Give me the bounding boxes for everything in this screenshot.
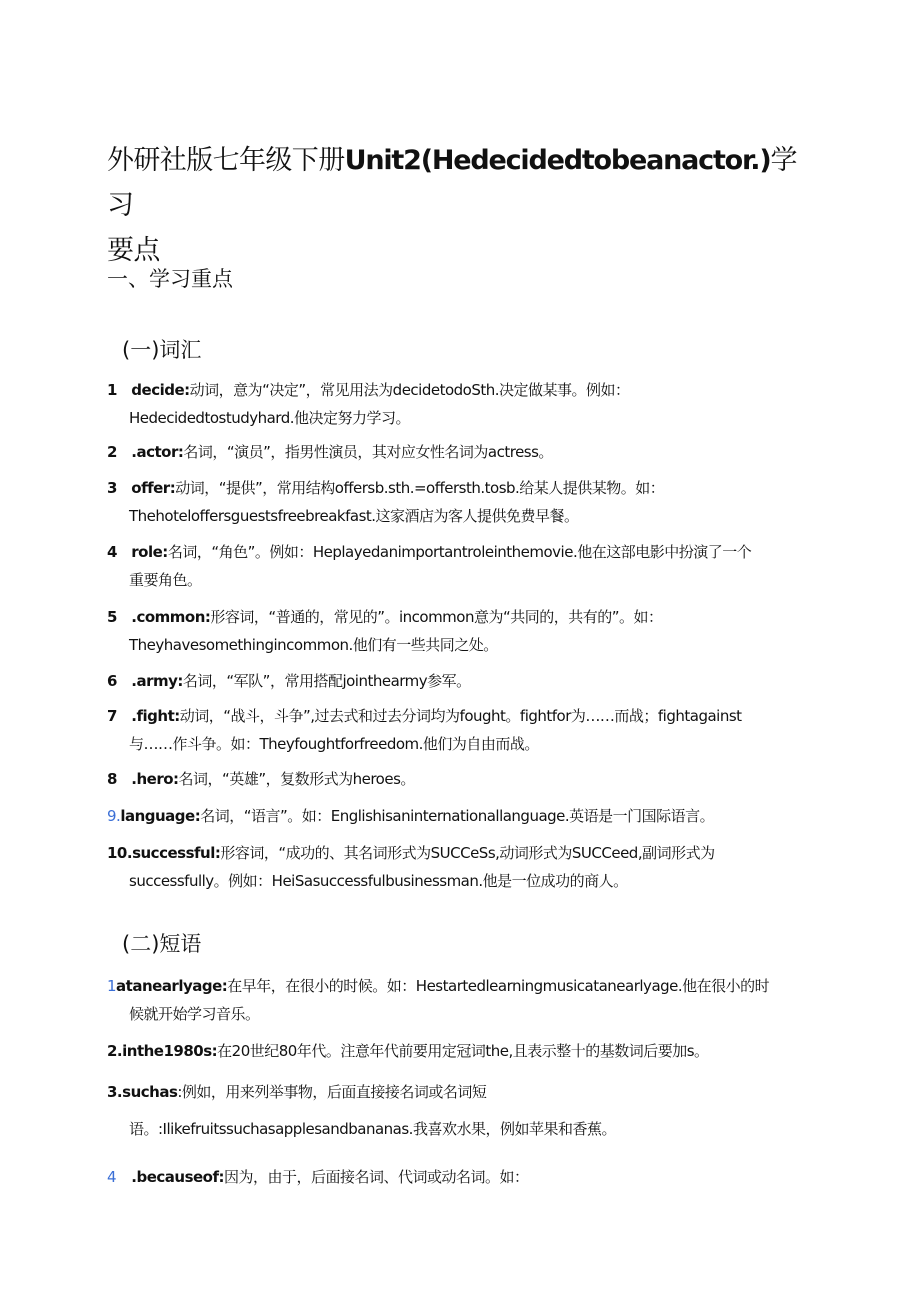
phrase-item-1 [107,972,807,1028]
item-term: role: [131,543,168,561]
item-term: inthe1980s: [122,1042,218,1060]
item-text: 因为，由于，后面接名词、代词或动名词。如： [224,1168,529,1186]
item-number: 1 [107,381,117,399]
item-number: 3 [107,479,117,497]
item-continuation: 候就开始学习音乐。 [129,1005,260,1023]
title-latin: Unit2(Hedecidedtobeanactor.) [344,145,771,176]
item-text: 在早年，在很小的时候。如：Hestartedlearningmusicatanearlyage.他在很小的时 [227,977,770,995]
section-heading: 一、学习重点 [107,267,233,291]
sub-heading-phrases: (二)短语 [122,932,202,956]
vocab-item-6 [107,667,807,695]
item-text: 动词，意为“决定”，常见用法为decidetodoSth.决定做某事。例如： [189,381,630,399]
item-text: 名词，“演员”，指男性演员，其对应女性名词为actress。 [183,443,553,461]
item-term: .hero: [131,770,179,788]
vocab-item-7 [107,702,807,758]
item-text: 名词，“英雄”，复数形式为heroes。 [178,770,415,788]
sub-heading-vocab: (一)词汇 [122,338,202,362]
title-cn: 外研社版七年级下册 [107,145,345,176]
title-end: 学习 [107,145,797,221]
item-text: :例如，用来列举事物，后面直接接名词或名词短 [177,1083,487,1101]
item-term: .army: [131,672,183,690]
item-number: 2. [107,1042,123,1060]
phrase-item-2 [107,1037,807,1065]
vocab-item-2 [107,438,807,466]
item-text: 名词，“角色”。例如：Heplayedanimportantroleinthemovie.他在这部电影中扮演了一个 [167,543,752,561]
item-term: suchas [122,1083,178,1101]
item-number: 2 [107,443,117,461]
item-text: 名词，“军队”，常用搭配jointhearmy参军。 [182,672,471,690]
item-term: .fight: [131,707,180,725]
item-term: offer: [131,479,176,497]
item-term: .becauseof: [131,1168,225,1186]
item-number: 8 [107,770,117,788]
item-term: atanearlyage: [116,977,228,995]
vocab-item-1 [107,376,807,432]
item-text: 名词，“语言”。如：Englishisaninternationallanguage.英语是一门国际语言。 [200,807,715,825]
item-term: .common: [131,608,211,626]
item-term: .actor: [131,443,184,461]
item-text: 动词，“战斗，斗争”,过去式和过去分词均为fought。fightfor为……而战；fightagainst [179,707,742,725]
item-text: 在20世纪80年代。注意年代前要用定冠词the,且表示整十的基数词后要加s。 [217,1042,709,1060]
item-text: 形容词，“成功的、其名词形式为SUCCeSs,动词形式为SUCCeed,副词形式为 [220,844,715,862]
item-number: 4 [107,1168,117,1186]
item-number: 1 [107,977,117,995]
document-title [107,138,807,273]
item-continuation: 与……作斗争。如：Theyfoughtforfreedom.他们为自由而战。 [129,735,539,753]
item-number: 5 [107,608,117,626]
item-number: 4 [107,543,117,561]
item-number: 6 [107,672,117,690]
item-number: 7 [107,707,117,725]
item-number: 3. [107,1083,123,1101]
phrase-item-3-continuation: 语。:Ilikefruitssuchasapplesandbananas.我喜欢水果，例如苹果和香蕉。 [129,1120,616,1138]
item-continuation: Hedecidedtostudyhard.他决定努力学习。 [129,409,410,427]
item-number: 10. [107,844,133,862]
vocab-item-4 [107,538,807,594]
phrase-item-3 [107,1078,807,1106]
item-term: language: [120,807,201,825]
item-continuation: Thehoteloffersguestsfreebreakfast.这家酒店为客人提供免费早餐。 [129,507,579,525]
title-line2: 要点 [107,235,160,266]
item-text: 动词，“提供”，常用结构offersb.sth.=offersth.tosb.给某人提供某物。如： [175,479,665,497]
vocab-item-9 [107,802,807,830]
phrase-item-4 [107,1163,807,1191]
vocab-item-10 [107,839,807,895]
item-continuation: 重要角色。 [129,571,202,589]
item-number: 9. [107,807,121,825]
vocab-item-5 [107,603,807,659]
vocab-item-3 [107,474,807,530]
item-term: successful: [132,844,221,862]
item-continuation: Theyhavesomethingincommon.他们有一些共同之处。 [129,636,498,654]
vocab-item-8 [107,765,807,793]
item-text: 形容词，“普通的，常见的”。incommon意为“共同的，共有的”。如： [210,608,663,626]
item-term: decide: [131,381,190,399]
item-continuation: successfully。例如：HeiSasuccessfulbusinessman.他是一位成功的商人。 [129,872,628,890]
